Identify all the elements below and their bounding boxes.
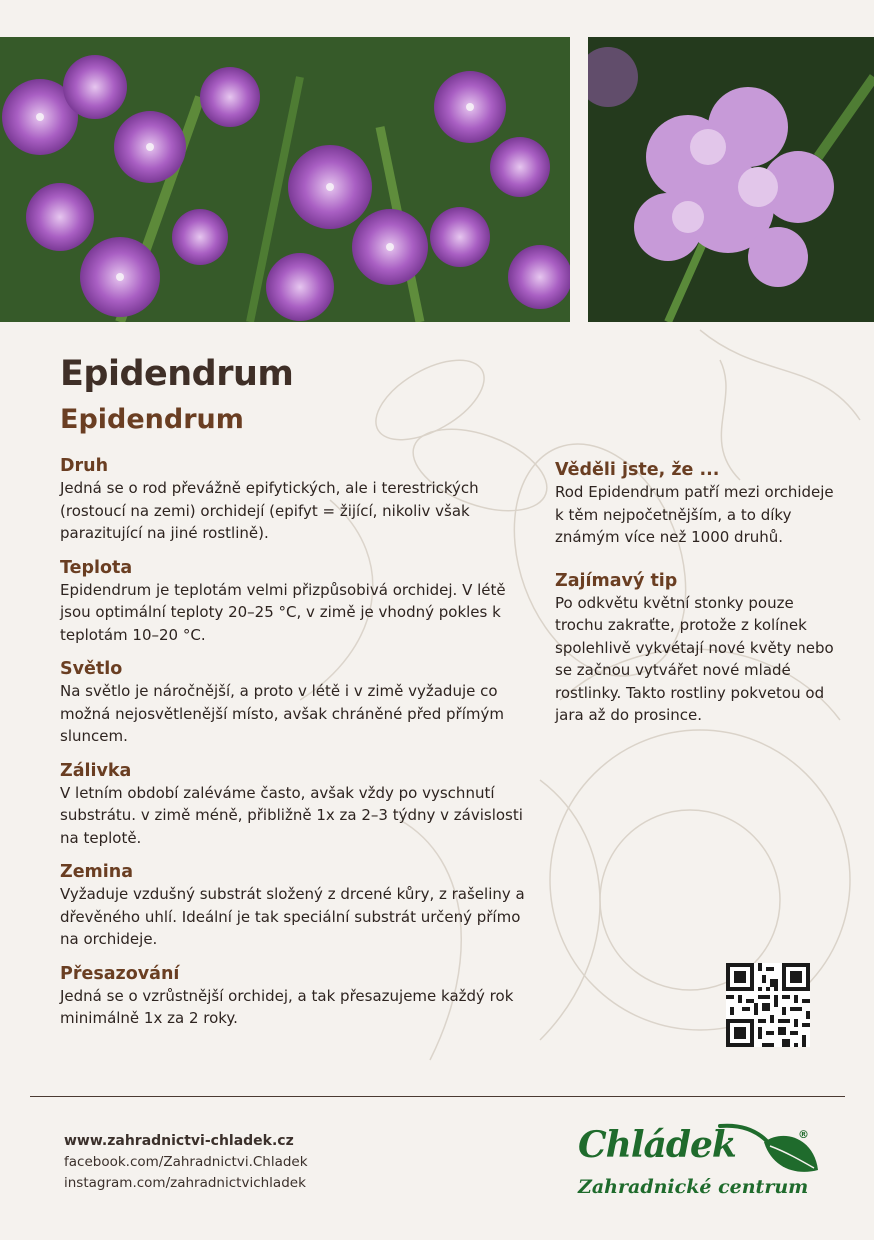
section-heading: Věděli jste, že ... [555,460,720,480]
orchid-photo-right [588,37,874,322]
page-title: Epidendrum [60,354,294,394]
section-text: Vyžaduje vzdušný substrát složený z drcené kůry, z rašeliny a dřevěného uhlí. Ideální je tak speciální substrát určený přímo na orchideje. [60,885,525,948]
footer-divider [30,1096,845,1097]
section-heading: Přesazování [60,963,180,984]
brand-logo[interactable] [574,1120,824,1210]
section-heading: Světlo [60,659,123,679]
section-interesting-tip [555,571,845,727]
section-text: V letním období zaléváme často, avšak vždy po vyschnutí substrátu. v zimě méně, přibližně 1x za 2–3 týdny v závislosti na teplotě. [60,783,523,847]
section-text: Po odkvětu květní stonky pouze trochu zakraťte, protože z kolínek spolehlivě vykvétají nové květy nebo se začnou vytvářet nové mladé rostlinky. Takto rostliny pokvetou od jara až do prosince. [555,593,834,724]
section-svetlo [60,659,530,748]
qr-code[interactable] [726,963,810,1047]
section-did-you-know [555,460,845,549]
section-druh [60,456,530,545]
section-text: Epidendrum je teplotám velmi přizpůsobivá orchidej. V létě jsou optimální teploty 20–25 °C, v zimě je vhodný pokles k teplotám 10–20 °C. [60,580,506,644]
section-text: Na světlo je náročnější, a proto v létě i v zimě vyžaduje co možná nejosvětlenější místo, avšak chráněné před přímým sluncem. [60,682,504,745]
section-presazovani [60,964,530,1030]
section-zemina [60,862,530,951]
section-teplota [60,558,530,647]
registered-mark: ® [798,1128,809,1141]
orchid-photo-left [0,37,570,322]
section-text: Rod Epidendrum patří mezi orchideje k těm nejpočetnějším, a to díky známým více než 1000 druhů. [555,483,834,546]
section-text: Jedná se o rod převážně epifytických, ale i terestrických (rostoucí na zemi) orchidejí (epifyt = žijící, nikoliv však parazitující na jiné rostlině). [60,479,479,542]
section-heading: Druh [60,456,109,476]
website-link[interactable]: www.zahradnictvi-chladek.cz [64,1133,294,1149]
care-sections-left [60,456,530,1043]
section-heading: Zálivka [60,760,132,781]
section-heading: Zajímavý tip [555,570,678,591]
care-sections-right [555,460,845,749]
logo-subtitle: Zahradnické centrum [578,1176,809,1198]
facebook-link[interactable]: facebook.com/Zahradnictvi.Chladek [64,1154,308,1170]
section-text: Jedná se o vzrůstnější orchidej, a tak přesazujeme každý rok minimálně 1x za 2 roky. [60,986,514,1027]
section-heading: Teplota [60,557,133,578]
page-subtitle: Epidendrum [60,404,244,435]
section-heading: Zemina [60,862,134,882]
instagram-link[interactable]: instagram.com/zahradnictvichladek [64,1175,306,1191]
logo-name: Chládek [578,1124,736,1166]
contact-links [64,1131,308,1194]
section-zalivka [60,761,530,850]
